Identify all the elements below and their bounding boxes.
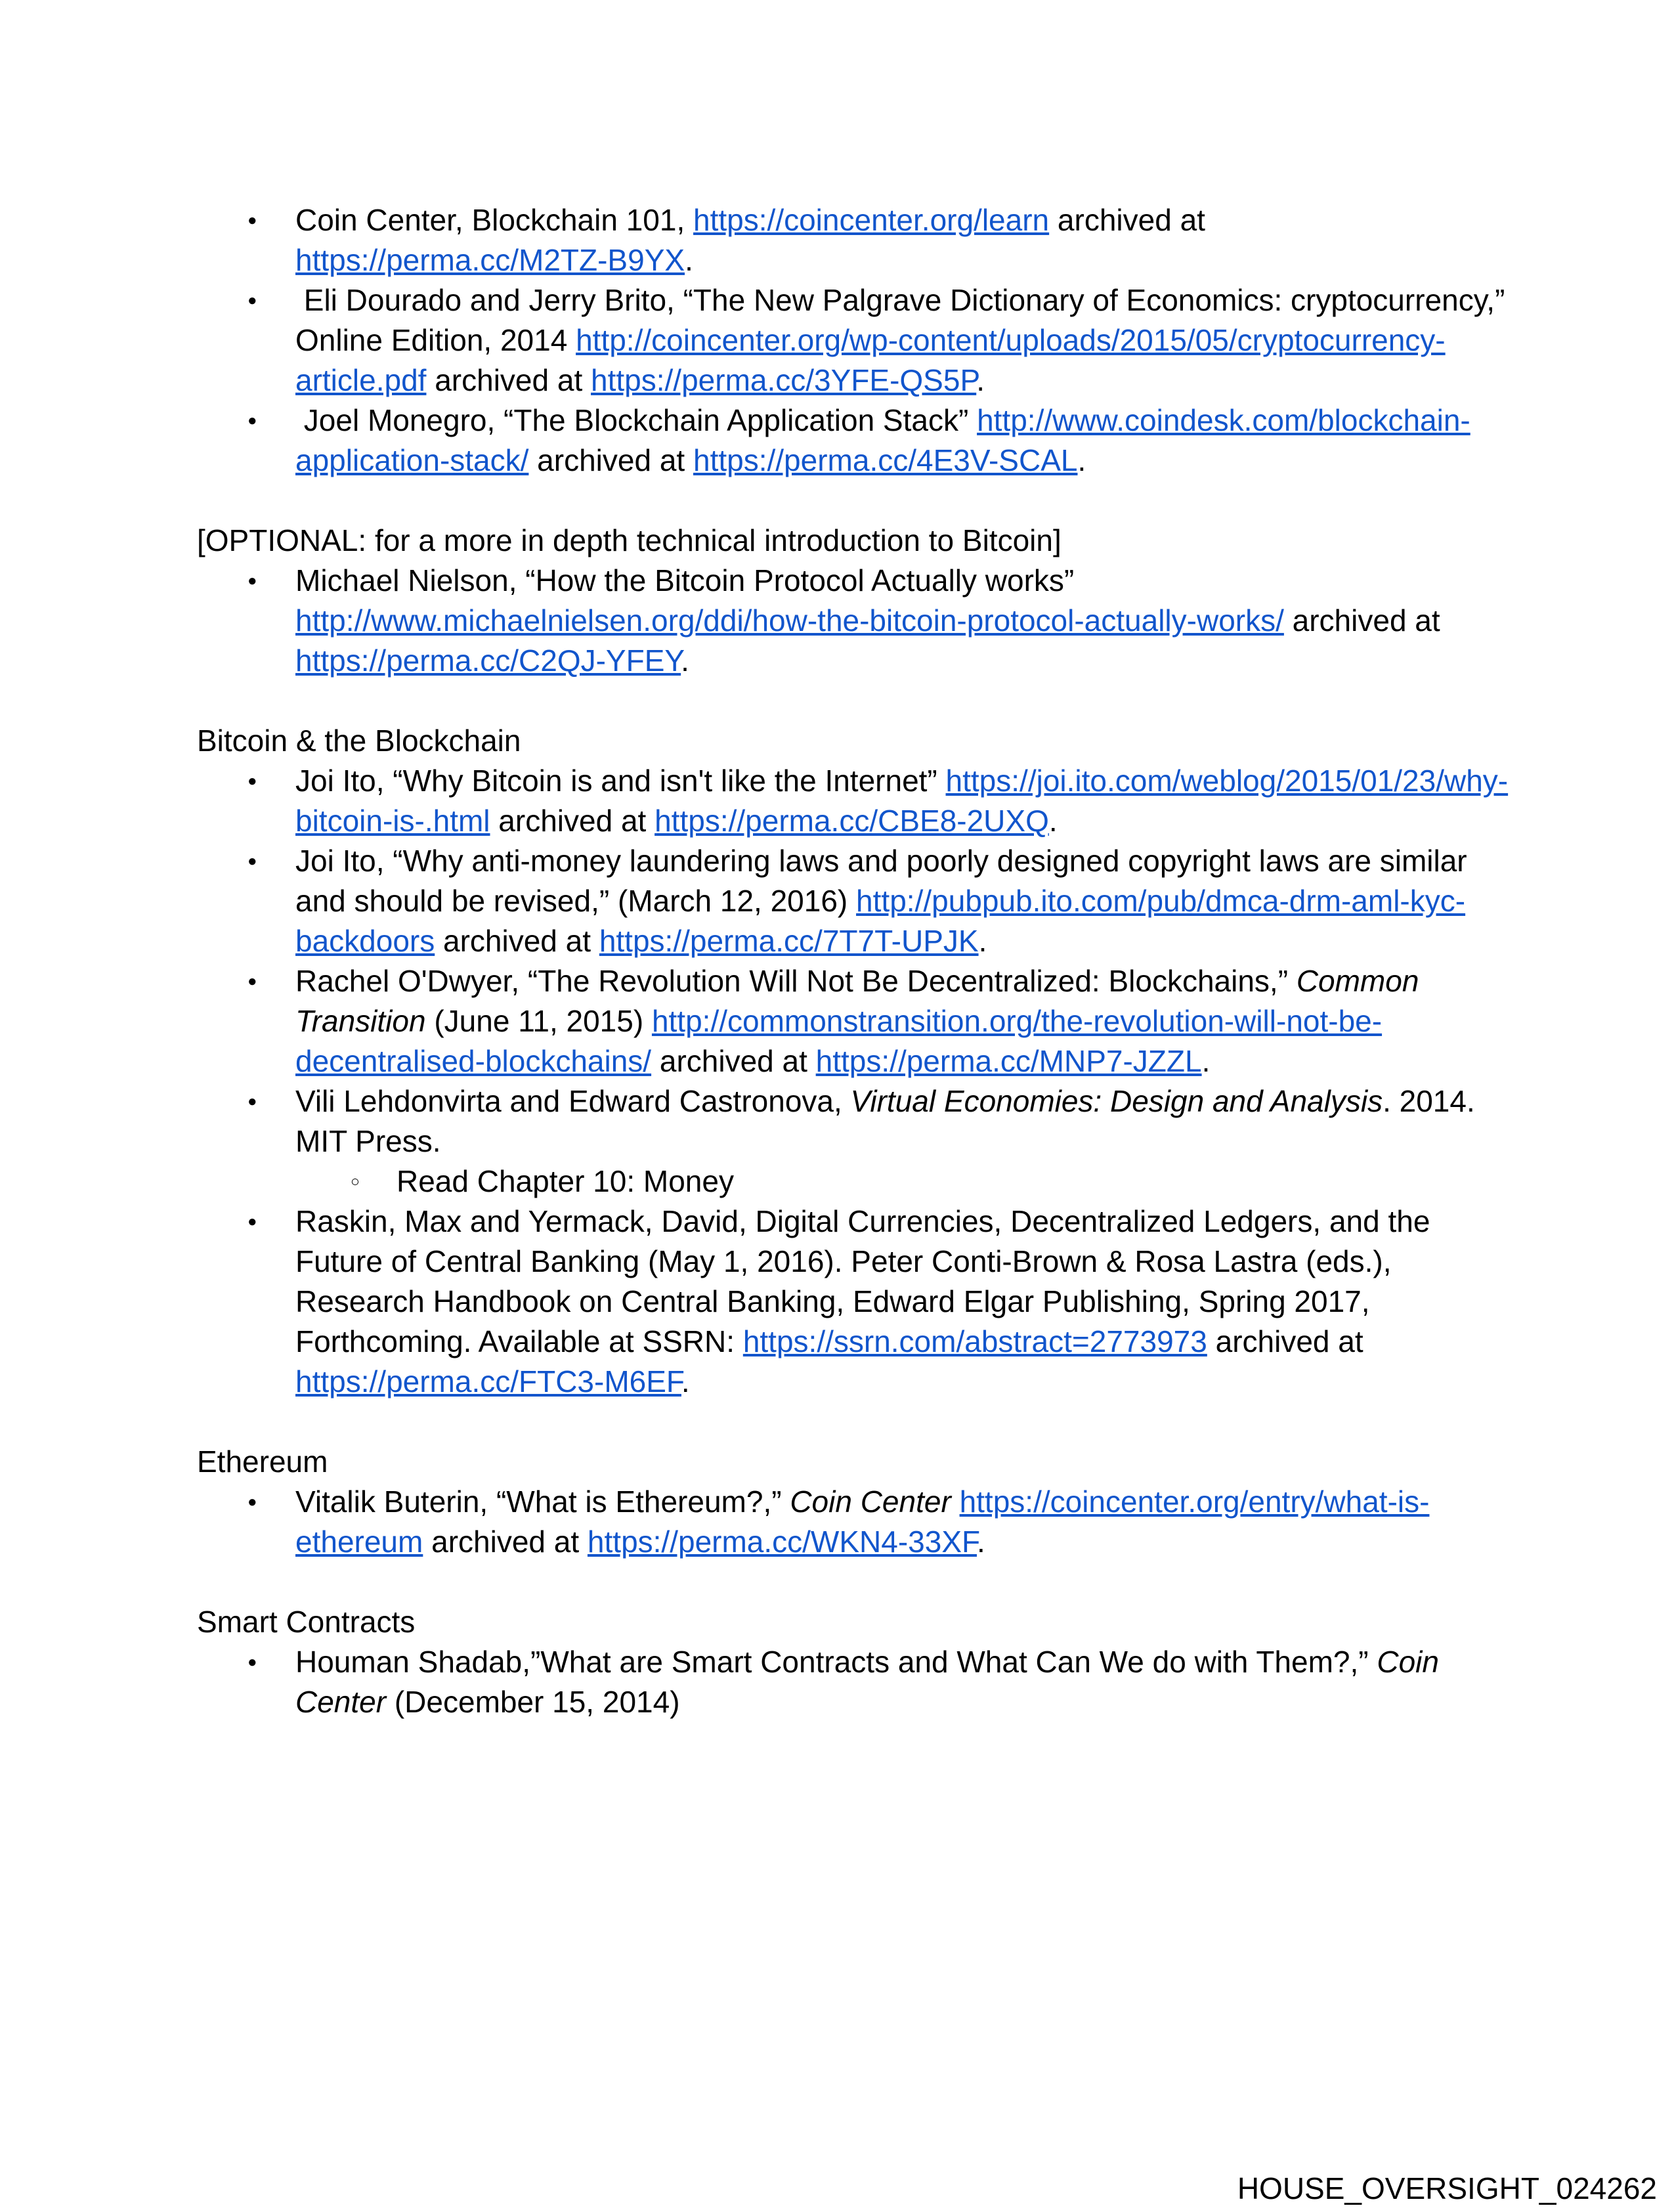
section-heading: Smart Contracts bbox=[197, 1605, 416, 1639]
list-item-text: Eli Dourado and Jerry Brito, “The New Palgrave Dictionary of Economics: cryptocurrency,” Online Edition, 2014 http://coincenter.org/wp-content/uploads/2015/05/cryptocurrency-article.pdf archived at https://perma.cc/3YFE-QS5P. bbox=[295, 283, 1514, 397]
disc-bullet-icon: ● bbox=[247, 1093, 257, 1110]
disc-bullet-icon: ● bbox=[247, 972, 257, 990]
list-item-text: Read Chapter 10: Money bbox=[397, 1164, 734, 1198]
hyperlink[interactable]: https://perma.cc/3YFE-QS5P bbox=[591, 363, 977, 397]
list-item bbox=[197, 280, 1514, 401]
list-item bbox=[197, 1081, 1510, 1161]
section bbox=[197, 1602, 1510, 1722]
list-item-text: Rachel O'Dwyer, “The Revolution Will Not Be Decentralized: Blockchains,” Common Transition (June 11, 2015) http://commonstransition.org/the-revolution-will-not-be-decentralised-blockchains/ archived at https://perma.cc/MNP7-JZZL. bbox=[295, 964, 1428, 1078]
disc-bullet-icon: ● bbox=[247, 1493, 257, 1511]
hyperlink[interactable]: https://perma.cc/WKN4-33XF bbox=[587, 1525, 977, 1559]
disc-bullet-icon: ● bbox=[247, 772, 257, 790]
list-item bbox=[197, 1642, 1510, 1722]
list-item bbox=[197, 1161, 1510, 1202]
section bbox=[197, 200, 1514, 481]
disc-bullet-icon: ● bbox=[247, 852, 257, 870]
hyperlink[interactable]: http://coincenter.org/wp-content/uploads/2015/05/cryptocurrency-article.pdf bbox=[295, 323, 1446, 397]
hyperlink[interactable]: http://pubpub.ito.com/pub/dmca-drm-aml-kyc-backdoors bbox=[295, 884, 1466, 958]
disc-bullet-icon: ● bbox=[247, 1653, 257, 1671]
hyperlink[interactable]: https://perma.cc/FTC3-M6EF bbox=[295, 1364, 681, 1399]
list-item bbox=[197, 841, 1510, 961]
disc-bullet-icon: ● bbox=[247, 412, 257, 429]
section bbox=[197, 721, 1510, 1402]
list-item bbox=[197, 401, 1510, 481]
circle-bullet-icon: ○ bbox=[351, 1173, 360, 1190]
list-item bbox=[197, 200, 1510, 280]
list-item bbox=[197, 1202, 1510, 1402]
section-heading: [OPTIONAL: for a more in depth technical introduction to Bitcoin] bbox=[197, 523, 1062, 557]
hyperlink[interactable]: https://perma.cc/4E3V-SCAL bbox=[693, 443, 1078, 477]
section bbox=[197, 1442, 1510, 1562]
italic-text: Coin Center bbox=[295, 1645, 1448, 1719]
bates-stamp: HOUSE_OVERSIGHT_024262 bbox=[1237, 2171, 1657, 2205]
list-item bbox=[197, 561, 1510, 681]
hyperlink[interactable]: http://www.michaelnielsen.org/ddi/how-the-bitcoin-protocol-actually-works/ bbox=[295, 603, 1284, 638]
hyperlink[interactable]: https://perma.cc/C2QJ-YFEY bbox=[295, 643, 681, 678]
section-heading: Bitcoin & the Blockchain bbox=[197, 724, 521, 758]
list-item-text: Joel Monegro, “The Blockchain Application Stack” http://www.coindesk.com/blockchain-application-stack/ archived at https://perma.cc/4E3V-SCAL. bbox=[295, 403, 1470, 477]
hyperlink[interactable]: https://perma.cc/M2TZ-B9YX bbox=[295, 243, 685, 277]
hyperlink[interactable]: https://ssrn.com/abstract=2773973 bbox=[742, 1324, 1207, 1358]
list-item-text: Vili Lehdonvirta and Edward Castronova, Virtual Economies: Design and Analysis. 2014. MIT Press. bbox=[295, 1084, 1484, 1158]
hyperlink[interactable]: http://commonstransition.org/the-revolution-will-not-be-decentralised-blockchains/ bbox=[295, 1004, 1383, 1078]
italic-text: Virtual Economies: Design and Analysis bbox=[850, 1084, 1383, 1118]
italic-text: Common Transition bbox=[295, 964, 1428, 1038]
list-item bbox=[197, 961, 1510, 1081]
disc-bullet-icon: ● bbox=[247, 292, 257, 309]
disc-bullet-icon: ● bbox=[247, 211, 257, 229]
disc-bullet-icon: ● bbox=[247, 572, 257, 590]
list-item bbox=[197, 1482, 1510, 1562]
hyperlink[interactable]: https://perma.cc/7T7T-UPJK bbox=[599, 924, 979, 958]
list-item-text: Michael Nielson, “How the Bitcoin Protocol Actually works” http://www.michaelnielsen.org/ddi/how-the-bitcoin-protocol-actually-works/ archived at https://perma.cc/C2QJ-YFEY. bbox=[295, 563, 1449, 678]
list-item-text: Vitalik Buterin, “What is Ethereum?,” Coin Center https://coincenter.org/entry/what-is-ethereum archived at https://perma.cc/WKN4-33XF. bbox=[295, 1485, 1430, 1559]
list-item-text: Joi Ito, “Why anti-money laundering laws and poorly designed copyright laws are similar and should be revised,” (March 12, 2016) http://pubpub.ito.com/pub/dmca-drm-aml-kyc-backdoors archived at https://perma.cc/7T7T-UPJK. bbox=[295, 844, 1476, 958]
hyperlink[interactable]: https://joi.ito.com/weblog/2015/01/23/why-bitcoin-is-.html bbox=[295, 764, 1509, 838]
italic-text: Coin Center bbox=[790, 1485, 951, 1519]
list-item-text: Joi Ito, “Why Bitcoin is and isn't like the Internet” https://joi.ito.com/weblog/2015/01/23/why-bitcoin-is-.html archived at https://perma.cc/CBE8-2UXQ. bbox=[295, 764, 1509, 838]
hyperlink[interactable]: https://coincenter.org/entry/what-is-ethereum bbox=[295, 1485, 1430, 1559]
list-item-text: Raskin, Max and Yermack, David, Digital Currencies, Decentralized Ledgers, and the Future of Central Banking (May 1, 2016). Peter Conti-Brown & Rosa Lastra (eds.), Research Handbook on Central Banking, Edward Elgar Publishing, Spring 2017, Forthcoming. Available at SSRN: https://ssrn.com/abstract=2773973 archived at https://perma.cc/FTC3-M6EF. bbox=[295, 1204, 1439, 1399]
list-item-text: Coin Center, Blockchain 101, https://coincenter.org/learn archived at https://perma.cc/M2TZ-B9YX. bbox=[295, 203, 1214, 277]
hyperlink[interactable]: https://coincenter.org/learn bbox=[693, 203, 1050, 237]
hyperlink[interactable]: https://perma.cc/MNP7-JZZL bbox=[815, 1044, 1202, 1078]
hyperlink[interactable]: https://perma.cc/CBE8-2UXQ bbox=[655, 804, 1049, 838]
hyperlink[interactable]: http://www.coindesk.com/blockchain-application-stack/ bbox=[295, 403, 1470, 477]
document-body bbox=[197, 200, 1514, 1722]
list-item-text: Houman Shadab,”What are Smart Contracts and What Can We do with Them?,” Coin Center (December 15, 2014) bbox=[295, 1645, 1448, 1719]
disc-bullet-icon: ● bbox=[247, 1213, 257, 1230]
list-item bbox=[197, 761, 1510, 841]
section-heading: Ethereum bbox=[197, 1444, 328, 1479]
section bbox=[197, 521, 1510, 681]
